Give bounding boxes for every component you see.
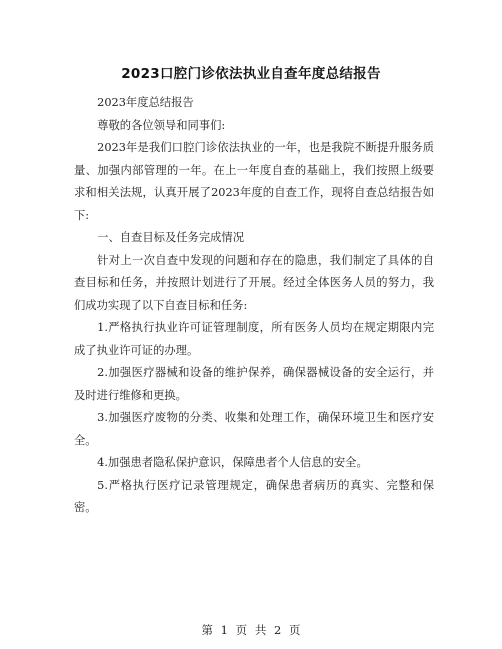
list-item: 2.加强医疗器械和设备的维护保养，确保器械设备的安全运行，并及时进行维修和更换。 (74, 366, 434, 402)
list-item: 1.严格执行执业许可证管理制度，所有医务人员均在规定期限内完成了执业许可证的办理。 (74, 321, 434, 357)
document-title: 2023口腔门诊依法执业自查年度总结报告 (121, 66, 381, 82)
list-item: 3.加强医疗废物的分类、收集和处理工作，确保环境卫生和医疗安全。 (74, 411, 434, 447)
report-subtitle: 2023年度总结报告 (97, 96, 194, 109)
section-paragraph: 针对上一次自查中发现的问题和存在的隐患，我们制定了具体的自查目标和任务，并按照计划进行了开展。经过全体医务人员的努力，我们成功实现了以下自查目标和任务: (74, 253, 434, 312)
intro-paragraph: 2023年是我们口腔门诊依法执业的一年，也是我院不断提升服务质量、加强内部管理的一年。在上一年度自查的基础上，我们按照上级要求和相关法规，认真开展了2023年度的自查工作，现将自查总结报告如下: (74, 141, 434, 222)
list-item: 5.严格执行医疗记录管理规定，确保患者病历的真实、完整和保密。 (74, 478, 434, 514)
document-body (74, 92, 434, 520)
salutation: 尊敬的各位领导和同事们: (97, 118, 226, 132)
section-heading: 一、自查目标及任务完成情况 (97, 231, 245, 244)
list-item: 4.加强患者隐私保护意识，保障患者个人信息的安全。 (97, 456, 368, 469)
page-number-footer: 第 1 页 共 2 页 (201, 623, 301, 637)
